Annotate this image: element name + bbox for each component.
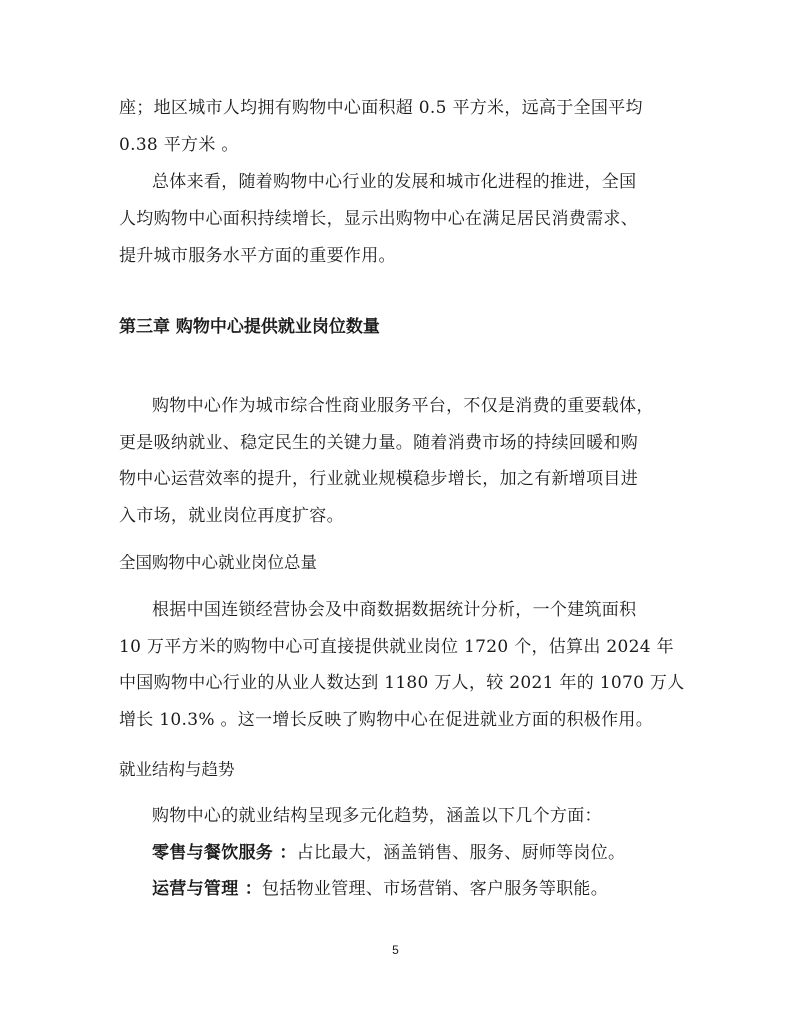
paragraph-line: 0.38 平方米 。	[119, 135, 239, 155]
list-item-text: 占比最大，涵盖销售、服务、厨师等岗位。	[296, 843, 626, 863]
paragraph-line: 物中心运营效率的提升，行业就业规模稳步增长，加之有新增项目进	[119, 469, 638, 489]
paragraph-line: 提升城市服务水平方面的重要作用。	[119, 246, 396, 266]
section-heading: 全国购物中心就业岗位总量	[119, 553, 317, 572]
list-item-label: 运营与管理 ：	[152, 879, 263, 899]
paragraph-line: 座；地区城市人均拥有购物中心面积超 0.5 平方米，远高于全国平均	[119, 98, 643, 118]
paragraph-line: 入市场，就业岗位再度扩容。	[119, 506, 344, 526]
paragraph-line: 10 万平方米的购物中心可直接提供就业岗位 1720 个，估算出 2024 年	[119, 637, 674, 657]
list-item-text: 包括物业管理、市场营销、客户服务等职能。	[262, 879, 609, 899]
section-heading: 就业结构与趋势	[119, 760, 235, 779]
paragraph-line: 更是吸纳就业、稳定民生的关键力量。随着消费市场的持续回暖和购	[119, 433, 638, 453]
paragraph-line: 人均购物中心面积持续增长，显示出购物中心在满足居民消费需求、	[119, 209, 638, 229]
paragraph-line: 购物中心的就业结构呈现多元化趋势，涵盖以下几个方面：	[152, 806, 602, 826]
paragraph-line: 根据中国连锁经营协会及中商数据数据统计分析，一个建筑面积	[152, 600, 637, 620]
list-item	[152, 878, 608, 900]
paragraph-line: 购物中心作为城市综合性商业服务平台，不仅是消费的重要载体，	[152, 396, 654, 416]
paragraph-line: 总体来看，随着购物中心行业的发展和城市化进程的推进，全国	[152, 172, 637, 192]
paragraph-line: 增长 10.3% 。这一增长反映了购物中心在促进就业方面的积极作用。	[119, 710, 654, 730]
list-item	[152, 842, 625, 864]
page-number: 5	[392, 943, 399, 957]
chapter-title: 第三章 购物中心提供就业岗位数量	[119, 317, 380, 337]
list-item-label: 零售与餐饮服务 ：	[152, 843, 297, 863]
paragraph-line: 中国购物中心行业的从业人数达到 1180 万人，较 2021 年的 1070 万人	[119, 673, 685, 693]
